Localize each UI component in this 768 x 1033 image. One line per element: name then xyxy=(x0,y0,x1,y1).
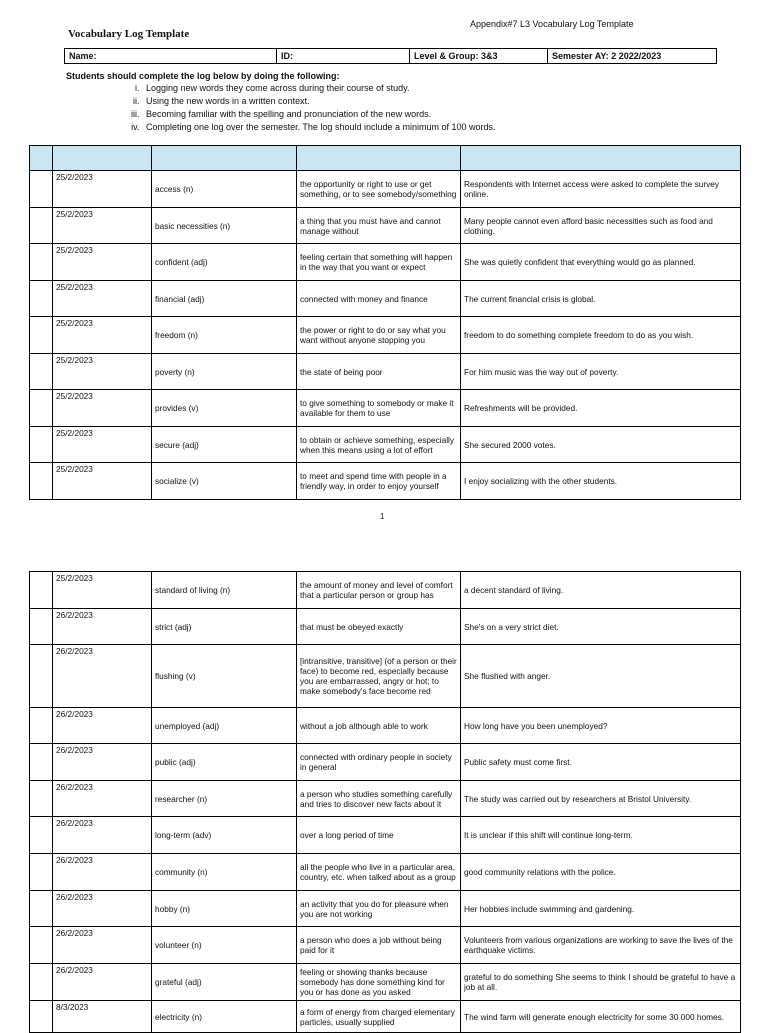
semester-field: Semester AY: 2 2022/2023 xyxy=(548,49,717,64)
num-cell xyxy=(30,891,53,927)
example-cell: grateful to do something She seems to think I should be grateful to have a job at all. xyxy=(461,964,741,1001)
log-row xyxy=(30,463,741,500)
definition-cell: that must be obeyed exactly xyxy=(297,609,461,645)
definition-cell: without a job although able to work xyxy=(297,708,461,744)
num-cell xyxy=(30,781,53,817)
header-cell xyxy=(461,146,741,171)
log-row xyxy=(30,744,741,781)
log-row xyxy=(30,708,741,744)
header-cell xyxy=(53,146,152,171)
log-row xyxy=(30,609,741,645)
date-cell: 26/2/2023 xyxy=(53,781,152,817)
log-row xyxy=(30,244,741,281)
definition-cell: a person who does a job without being paid for it xyxy=(297,927,461,964)
level-group-field: Level & Group: 3&3 xyxy=(410,49,548,64)
num-cell xyxy=(30,645,53,708)
num-cell xyxy=(30,390,53,427)
num-cell xyxy=(30,317,53,354)
date-cell: 8/3/2023 xyxy=(53,1001,152,1033)
date-cell: 26/2/2023 xyxy=(53,708,152,744)
definition-cell: feeling or showing thanks because somebody has done something kind for you or has done as you asked xyxy=(297,964,461,1001)
example-cell: She secured 2000 votes. xyxy=(461,427,741,463)
num-cell xyxy=(30,1001,53,1033)
word-cell: strict (adj) xyxy=(152,609,297,645)
log-row xyxy=(30,208,741,244)
word-cell: grateful (adj) xyxy=(152,964,297,1001)
log-row xyxy=(30,390,741,427)
definition-cell: a form of energy from charged elementary particles, usually supplied xyxy=(297,1001,461,1033)
date-cell: 26/2/2023 xyxy=(53,744,152,781)
definition-cell: connected with ordinary people in society in general xyxy=(297,744,461,781)
header-cell xyxy=(152,146,297,171)
example-cell: good community relations with the police. xyxy=(461,854,741,891)
date-cell: 25/2/2023 xyxy=(53,463,152,500)
example-cell: Respondents with Internet access were asked to complete the survey online. xyxy=(461,171,741,208)
num-cell xyxy=(30,427,53,463)
definition-cell: feeling certain that something will happen in the way that you want or expect xyxy=(297,244,461,281)
word-cell: basic necessities (n) xyxy=(152,208,297,244)
log-row xyxy=(30,781,741,817)
date-cell: 25/2/2023 xyxy=(53,281,152,317)
date-cell: 26/2/2023 xyxy=(53,817,152,854)
word-cell: volunteer (n) xyxy=(152,927,297,964)
date-cell: 25/2/2023 xyxy=(53,572,152,609)
num-cell xyxy=(30,244,53,281)
definition-cell: an activity that you do for pleasure when you are not working xyxy=(297,891,461,927)
word-cell: community (n) xyxy=(152,854,297,891)
id-field: ID: xyxy=(277,49,410,64)
definition-cell: connected with money and finance xyxy=(297,281,461,317)
definition-cell: the opportunity or right to use or get something, or to see somebody/something xyxy=(297,171,461,208)
num-cell xyxy=(30,708,53,744)
word-cell: secure (adj) xyxy=(152,427,297,463)
word-cell: public (adj) xyxy=(152,744,297,781)
definition-cell: all the people who live in a particular area, country, etc. when talked about as a group xyxy=(297,854,461,891)
example-cell: She flushed with anger. xyxy=(461,645,741,708)
word-cell: financial (adj) xyxy=(152,281,297,317)
num-cell xyxy=(30,964,53,1001)
num-cell xyxy=(30,572,53,609)
date-cell: 25/2/2023 xyxy=(53,354,152,390)
date-cell: 25/2/2023 xyxy=(53,390,152,427)
definition-cell: the amount of money and level of comfort that a particular person or group has xyxy=(297,572,461,609)
num-cell xyxy=(30,817,53,854)
word-cell: flushing (v) xyxy=(152,645,297,708)
num-cell xyxy=(30,171,53,208)
date-cell: 25/2/2023 xyxy=(53,244,152,281)
example-cell: How long have you been unemployed? xyxy=(461,708,741,744)
log-row xyxy=(30,1001,741,1033)
num-cell xyxy=(30,208,53,244)
num-cell xyxy=(30,609,53,645)
num-cell xyxy=(30,463,53,500)
word-cell: confident (adj) xyxy=(152,244,297,281)
word-cell: unemployed (adj) xyxy=(152,708,297,744)
vocabulary-log-table-page-2 xyxy=(29,571,741,1033)
example-cell: She's on a very strict diet. xyxy=(461,609,741,645)
instruction-item: i. Logging new words they come across during their course of study. xyxy=(142,82,706,95)
definition-cell: the power or right to do or say what you want without anyone stopping you xyxy=(297,317,461,354)
date-cell: 26/2/2023 xyxy=(53,964,152,1001)
num-cell xyxy=(30,281,53,317)
example-cell: She was quietly confident that everything would go as planned. xyxy=(461,244,741,281)
word-cell: access (n) xyxy=(152,171,297,208)
example-cell: Refreshments will be provided. xyxy=(461,390,741,427)
num-cell xyxy=(30,744,53,781)
example-cell: Many people cannot even afford basic necessities such as food and clothing. xyxy=(461,208,741,244)
example-cell: The study was carried out by researchers at Bristol University. xyxy=(461,781,741,817)
document-page-2 xyxy=(0,540,768,1027)
definition-cell: [intransitive, transitive] (of a person or their face) to become red, especially because you are embarrassed, angry or hot; to make somebody's face become red xyxy=(297,645,461,708)
date-cell: 25/2/2023 xyxy=(53,317,152,354)
log-row xyxy=(30,645,741,708)
instructions-list xyxy=(66,82,706,134)
log-row xyxy=(30,572,741,609)
document-title: Vocabulary Log Template xyxy=(68,28,190,40)
num-cell xyxy=(30,354,53,390)
definition-cell: over a long period of time xyxy=(297,817,461,854)
example-cell: a decent standard of living. xyxy=(461,572,741,609)
word-cell: provides (v) xyxy=(152,390,297,427)
example-cell: It is unclear if this shift will continue long-term. xyxy=(461,817,741,854)
example-cell: The current financial crisis is global. xyxy=(461,281,741,317)
log-row xyxy=(30,817,741,854)
date-cell: 26/2/2023 xyxy=(53,645,152,708)
word-cell: socialize (v) xyxy=(152,463,297,500)
header-cell xyxy=(297,146,461,171)
instruction-item: iv. Completing one log over the semester. The log should include a minimum of 100 words. xyxy=(142,121,706,134)
instructions-intro: Students should complete the log below by doing the following: xyxy=(66,71,340,81)
log-row xyxy=(30,354,741,390)
word-cell: long-term (adv) xyxy=(152,817,297,854)
example-cell: Public safety must come first. xyxy=(461,744,741,781)
word-cell: researcher (n) xyxy=(152,781,297,817)
definition-cell: the state of being poor xyxy=(297,354,461,390)
date-cell: 26/2/2023 xyxy=(53,927,152,964)
instructions xyxy=(66,71,706,134)
log-row xyxy=(30,854,741,891)
definition-cell: to obtain or achieve something, especially when this means using a lot of effort xyxy=(297,427,461,463)
word-cell: electricity (n) xyxy=(152,1001,297,1033)
word-cell: poverty (n) xyxy=(152,354,297,390)
instruction-item: ii. Using the new words in a written context. xyxy=(142,95,706,108)
date-cell: 26/2/2023 xyxy=(53,609,152,645)
log-row xyxy=(30,171,741,208)
word-cell: hobby (n) xyxy=(152,891,297,927)
log-row xyxy=(30,281,741,317)
definition-cell: to give something to somebody or make it available for them to use xyxy=(297,390,461,427)
example-cell: Volunteers from various organizations are working to save the lives of the earthquake victims. xyxy=(461,927,741,964)
example-cell: The wind farm will generate enough electricity for some 30 000 homes. xyxy=(461,1001,741,1033)
student-info-table xyxy=(64,48,717,64)
num-cell xyxy=(30,927,53,964)
appendix-label: Appendix#7 L3 Vocabulary Log Template xyxy=(470,19,634,29)
definition-cell: a thing that you must have and cannot manage without xyxy=(297,208,461,244)
example-cell: freedom to do something complete freedom to do as you wish. xyxy=(461,317,741,354)
num-cell xyxy=(30,854,53,891)
example-cell: For him music was the way out of poverty. xyxy=(461,354,741,390)
log-row xyxy=(30,891,741,927)
header-cell xyxy=(30,146,53,171)
instruction-item: iii. Becoming familiar with the spelling and pronunciation of the new words. xyxy=(142,108,706,121)
date-cell: 25/2/2023 xyxy=(53,427,152,463)
name-field: Name: xyxy=(65,49,277,64)
log-row xyxy=(30,427,741,463)
definition-cell: to meet and spend time with people in a friendly way, in order to enjoy yourself xyxy=(297,463,461,500)
date-cell: 26/2/2023 xyxy=(53,891,152,927)
example-cell: Her hobbies include swimming and gardening. xyxy=(461,891,741,927)
log-row xyxy=(30,964,741,1001)
word-cell: freedom (n) xyxy=(152,317,297,354)
vocabulary-log-table-page-1 xyxy=(29,145,741,500)
date-cell: 25/2/2023 xyxy=(53,208,152,244)
date-cell: 25/2/2023 xyxy=(53,171,152,208)
word-cell: standard of living (n) xyxy=(152,572,297,609)
log-row xyxy=(30,317,741,354)
page-number: 1 xyxy=(380,512,385,521)
definition-cell: a person who studies something carefully and tries to discover new facts about it xyxy=(297,781,461,817)
date-cell: 26/2/2023 xyxy=(53,854,152,891)
log-row xyxy=(30,927,741,964)
log-header-row xyxy=(30,146,741,171)
example-cell: I enjoy socializing with the other students. xyxy=(461,463,741,500)
